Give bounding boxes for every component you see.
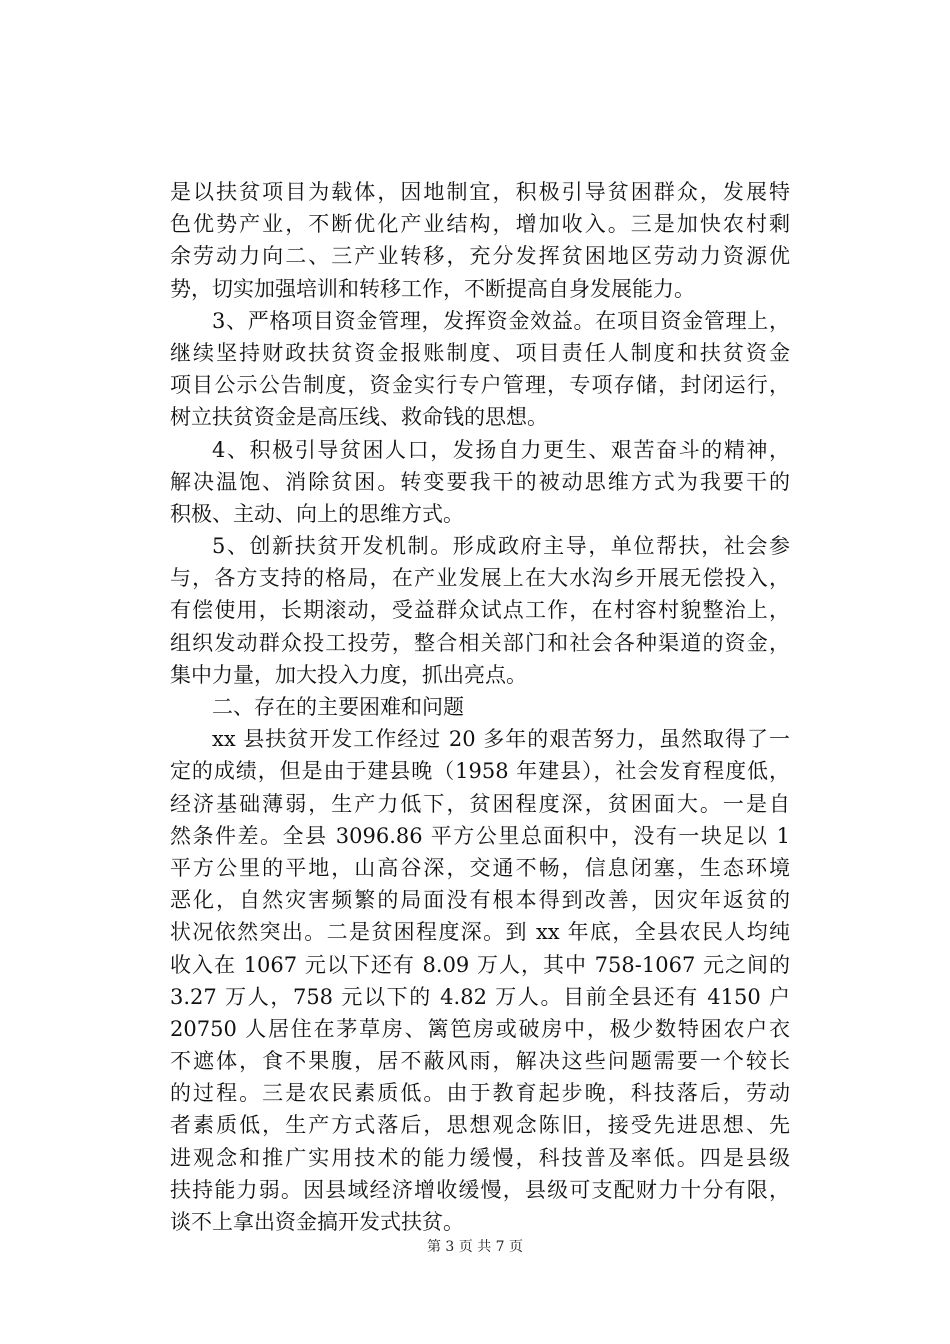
text-line: 积极、主动、向上的思维方式。 — [170, 501, 464, 526]
document-body — [170, 176, 790, 1238]
text-line: 定的成绩，但是由于建县晚（1958 年建县），社会发育程度低， — [170, 759, 790, 784]
text-line: 谈不上拿出资金搞开发式扶贫。 — [170, 1210, 464, 1234]
text-line: 3.27 万人，758 元以下的 4.82 万人。目前全县还有 4150 户 — [170, 984, 790, 1009]
text-line: 5、创新扶贫开发机制。形成政府主导，单位帮扶，社会参 — [212, 534, 790, 559]
text-line: 色优势产业，不断优化产业结构，增加收入。三是加快农村剩 — [170, 212, 790, 237]
text-line: 收入在 1067 元以下还有 8.09 万人，其中 758-1067 元之间的 — [170, 952, 790, 977]
text-line: 3、严格项目资金管理，发挥资金效益。在项目资金管理上， — [212, 308, 790, 333]
text-line: 与，各方支持的格局，在产业发展上在大水沟乡开展无偿投入， — [170, 566, 790, 591]
text-line: 有偿使用，长期滚动，受益群众试点工作，在村容村貌整治上， — [170, 598, 790, 623]
text-line: 项目公示公告制度，资金实行专户管理，专项存储，封闭运行， — [170, 373, 790, 398]
text-line: 继续坚持财政扶贫资金报账制度、项目责任人制度和扶贫资金 — [170, 340, 790, 365]
text-line: 进观念和推广实用技术的能力缓慢，科技普及率低。四是县级 — [170, 1145, 790, 1170]
text-line: 势，切实加强培训和转移工作，不断提高自身发展能力。 — [170, 276, 695, 301]
text-line: 20750 人居住在茅草房、篱笆房或破房中，极少数特困农户衣 — [170, 1016, 790, 1041]
text-line: 树立扶贫资金是高压线、救命钱的思想。 — [170, 405, 548, 430]
text-line: 二、存在的主要困难和问题 — [212, 695, 464, 719]
text-line: 平方公里的平地，山高谷深，交通不畅，信息闭塞，生态环境 — [170, 855, 790, 880]
text-line: 不遮体，食不果腹，居不蔽风雨，解决这些问题需要一个较长 — [170, 1049, 790, 1074]
text-line: 恶化，自然灾害频繁的局面没有根本得到改善，因灾年返贫的 — [170, 888, 790, 913]
text-line: 集中力量，加大投入力度，抓出亮点。 — [170, 662, 527, 687]
text-line: 然条件差。全县 3096.86 平方公里总面积中，没有一块足以 1 — [170, 823, 790, 848]
text-line: 解决温饱、消除贫困。转变要我干的被动思维方式为我要干的 — [170, 469, 790, 494]
text-line: 扶持能力弱。因县域经济增收缓慢，县级可支配财力十分有限， — [170, 1177, 790, 1202]
text-line: 4、积极引导贫困人口，发扬自力更生、艰苦奋斗的精神， — [212, 437, 790, 462]
text-line: 的过程。三是农民素质低。由于教育起步晚，科技落后，劳动 — [170, 1081, 790, 1106]
page-number-footer: 第 3 页 共 7 页 — [426, 1239, 524, 1255]
text-line: 经济基础薄弱，生产力低下，贫困程度深，贫困面大。一是自 — [170, 791, 790, 816]
text-line: 余劳动力向二、三产业转移，充分发挥贫困地区劳动力资源优 — [170, 244, 790, 269]
text-line: 是以扶贫项目为载体，因地制宜，积极引导贫困群众，发展特 — [170, 180, 790, 204]
text-line: 状况依然突出。二是贫困程度深。到 xx 年底，全县农民人均纯 — [170, 920, 790, 945]
text-line: xx 县扶贫开发工作经过 20 多年的艰苦努力，虽然取得了一 — [212, 727, 790, 752]
text-line: 组织发动群众投工投劳，整合相关部门和社会各种渠道的资金， — [170, 630, 790, 655]
text-line: 者素质低，生产方式落后，思想观念陈旧，接受先进思想、先 — [170, 1113, 790, 1138]
